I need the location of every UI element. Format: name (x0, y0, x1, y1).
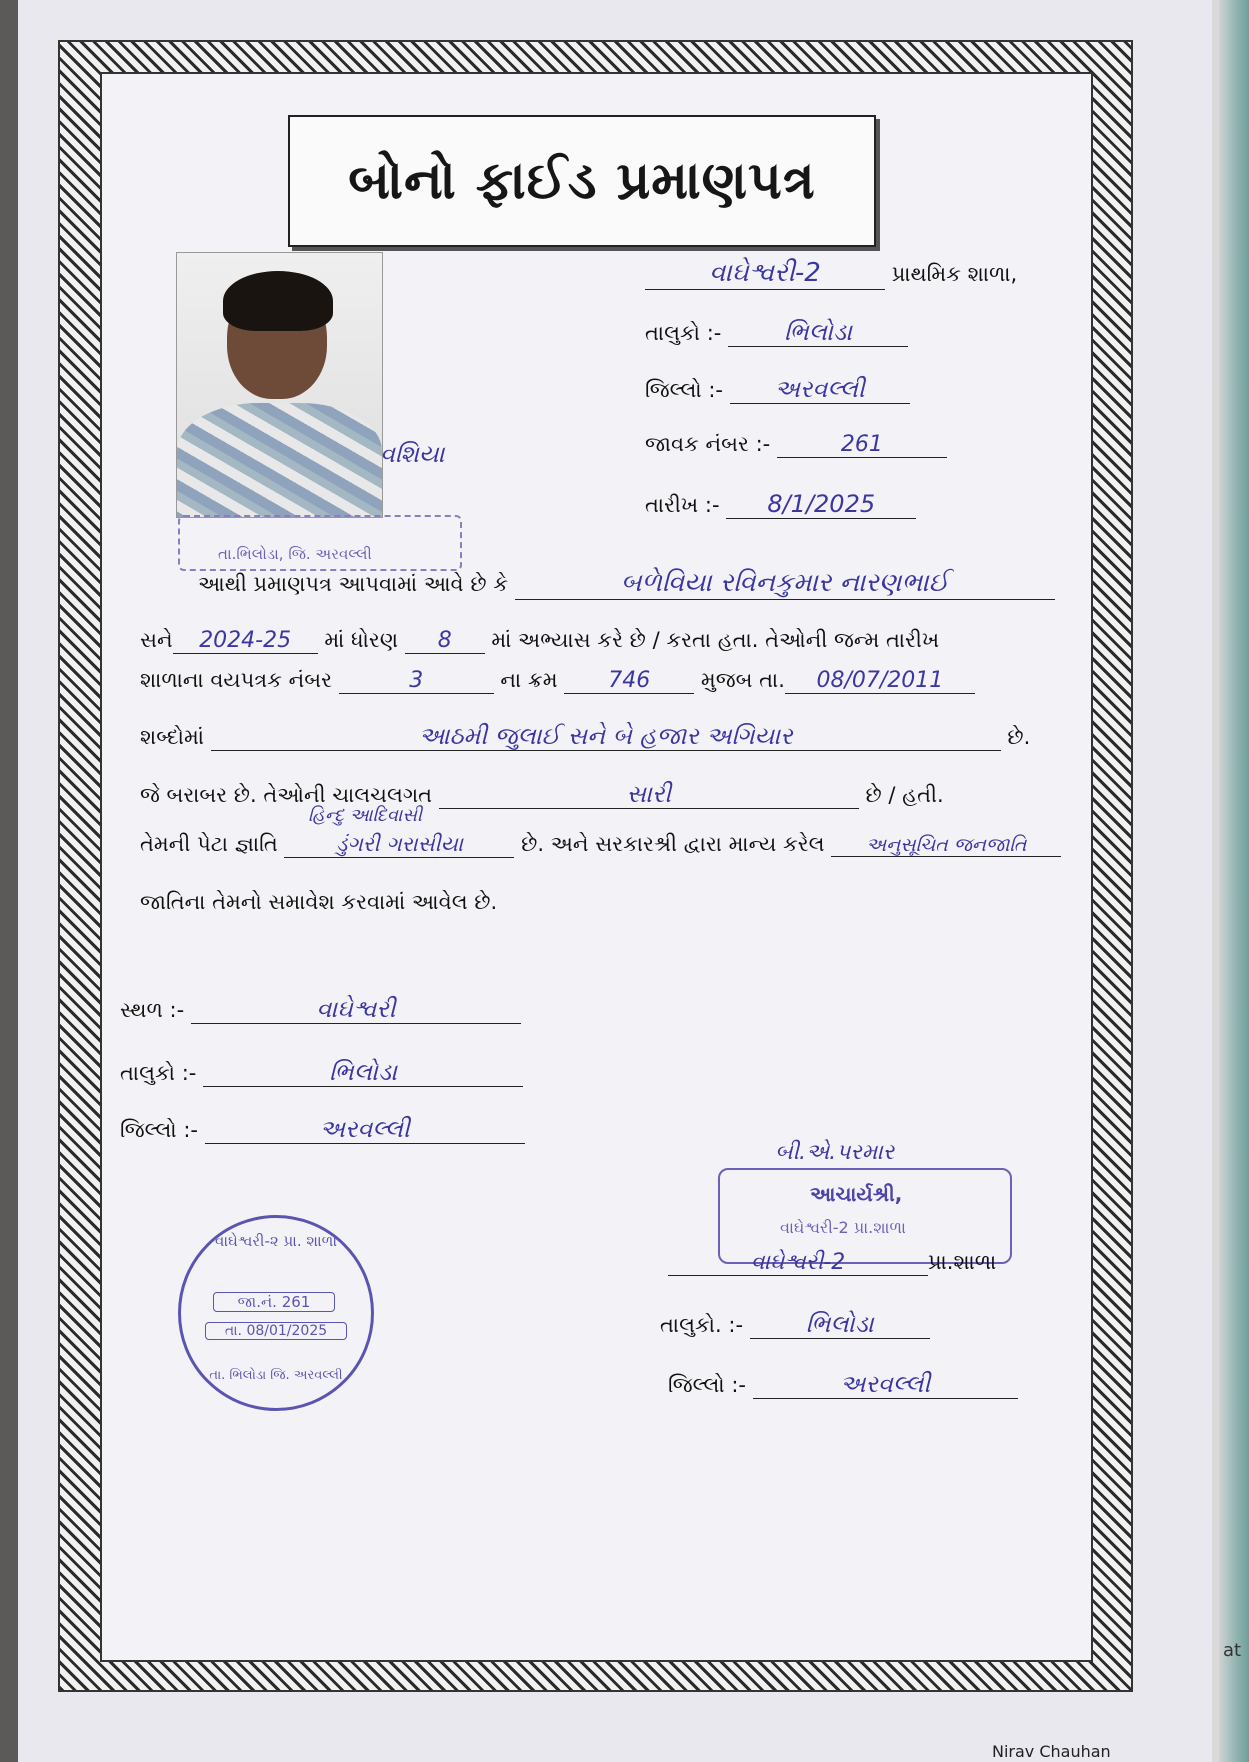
stamp-line-2: વાઘેશ્વરી-2 પ્રા.શાળા (780, 1218, 906, 1237)
side-text: at (1223, 1640, 1242, 1661)
line4-end: છે. (1007, 725, 1031, 749)
conduct-label: જે બરાબર છે. તેઓની ચાલચલગત (140, 783, 433, 807)
place-label: સ્થળ :- (120, 998, 185, 1022)
student-photo (176, 252, 383, 518)
footer-right-district (668, 1370, 1018, 1399)
seal-ring-text: વાઘેશ્વરી-૨ પ્રા. શાળા (214, 1232, 338, 1250)
register-value: 3 (339, 668, 494, 694)
principal-signature: બી.એ.પરમાર (775, 1140, 895, 1165)
footer-right-taluka (660, 1310, 930, 1339)
subcaste-label: તેમની પેટા જ્ઞાતિ (140, 832, 278, 856)
place-value: વાઘેશ્વરી (191, 995, 521, 1024)
taluka-value: ભિલોડા (728, 318, 908, 347)
footer-district-value: અરવલ્લી (205, 1115, 525, 1144)
right-district-label: જિલ્લો :- (668, 1373, 746, 1397)
certificate-title: બોનો ફાઈડ પ્રમાણપત્ર (348, 150, 816, 211)
words-label: શબ્દોમાં (140, 725, 204, 749)
footer-district-label: જિલ્લો :- (120, 1118, 198, 1142)
year-prefix: સને (140, 628, 173, 652)
school-name: વાઘેશ્વરી-2 (645, 258, 885, 290)
footer-taluka (120, 1058, 523, 1087)
caste-above: હિન્દુ આદિવાસી (308, 805, 423, 826)
photo-signature: વશિયા (380, 440, 445, 468)
title-box (288, 115, 876, 247)
student-name: બળેવિયા રવિનકુમાર નારણભાઈ (515, 568, 1055, 600)
line1-prefix: આથી પ્રમાણપત્ર આપવામાં આવે છે કે (198, 572, 509, 596)
footer-taluka-value: ભિલોડા (203, 1058, 523, 1087)
dob-words: આઠમી જુલાઈ સને બે હજાર અગિયાર (211, 722, 1001, 751)
year-value: 2024-25 (173, 628, 318, 654)
footer-school-suffix: પ્રા.શાળા (928, 1250, 997, 1274)
right-district-value: અરવલ્લી (753, 1370, 1018, 1399)
body-line-2 (140, 628, 939, 654)
right-taluka-label: તાલુકો. :- (660, 1313, 744, 1337)
std-label: માં ધોરણ (324, 628, 399, 652)
header-taluka (645, 318, 908, 347)
seal-bottom-text: તા. ભિલોડા જિ. અરવલ્લી (209, 1368, 343, 1383)
school-suffix: પ્રાથમિક શાળા, (891, 262, 1018, 286)
std-value: 8 (405, 628, 485, 654)
outward-value: 261 (777, 432, 947, 458)
taluka-label: તાલુકો :- (645, 321, 722, 345)
serial-value: 746 (564, 668, 694, 694)
school-line (645, 258, 1017, 290)
body-line-4 (140, 722, 1030, 751)
header-date (645, 490, 916, 519)
conduct-value: સારી (439, 780, 859, 809)
footer-taluka-label: તાલુકો :- (120, 1061, 197, 1085)
header-district (645, 375, 910, 404)
line5-end: છે / હતી. (865, 783, 944, 807)
dob-value: 08/07/2011 (785, 668, 975, 694)
district-label: જિલ્લો :- (645, 378, 723, 402)
date-label: તારીખ :- (645, 493, 720, 517)
district-value: અરવલ્લી (730, 375, 910, 404)
category-value: અનુસૂચિત જનજાતિ (831, 834, 1061, 857)
seal-date: તા. 08/01/2025 (205, 1322, 347, 1340)
serial-label: ના ક્રમ (500, 668, 558, 692)
stamp-line-1: આચાર્યશ્રી, (810, 1182, 903, 1206)
background-edge (1219, 0, 1249, 1762)
line6-mid: છે. અને સરકારશ્રી દ્વારા માન્ય કરેલ (521, 832, 825, 856)
photo-stamp-text: તા.ભિલોડા, જિ. અરવલ્લી (218, 545, 372, 563)
body-line-6 (140, 832, 1061, 858)
footer-school (668, 1250, 996, 1276)
body-line-3 (140, 668, 975, 694)
body-line-1 (198, 568, 1055, 600)
line7: જાતિના તેમનો સમાવેશ કરવામાં આવેલ છે. (140, 890, 498, 914)
body-line-5 (140, 780, 944, 809)
body-line-7 (140, 890, 497, 915)
photo-stamp (178, 515, 462, 571)
date-value: 8/1/2025 (726, 490, 916, 519)
school-seal (178, 1215, 374, 1411)
footer-place (120, 995, 521, 1024)
watermark: Nirav Chauhan (992, 1742, 1111, 1761)
seal-no: જા.નં. 261 (213, 1292, 335, 1312)
outward-label: જાવક નંબર :- (645, 432, 771, 456)
footer-school-value: વાઘેશ્વરી-2 (668, 1250, 928, 1276)
header-outward (645, 432, 947, 458)
footer-district (120, 1115, 525, 1144)
line2-rest: માં અભ્યાસ કરે છે / કરતા હતા. તેઓની જન્મ તારીખ (491, 628, 940, 652)
subcaste-value: ડુંગરી ગરાસીયા (284, 832, 514, 858)
register-label: શાળાના વયપત્રક નંબર (140, 668, 333, 692)
right-taluka-value: ભિલોડા (750, 1310, 930, 1339)
dob-label: મુજબ તા. (700, 668, 785, 692)
